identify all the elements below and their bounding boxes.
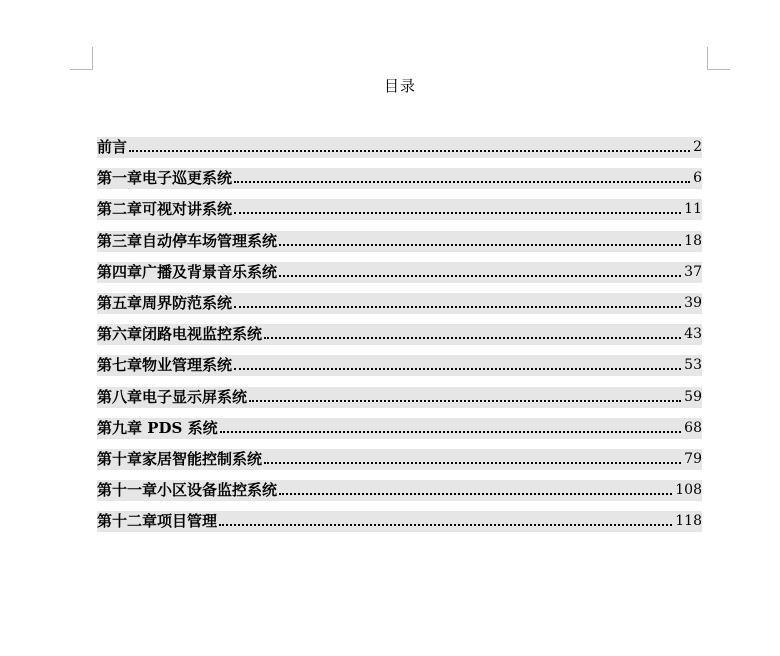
toc-entry-label: 第三章自动停车场管理系统 <box>97 231 278 250</box>
toc-entry-page: 118 <box>675 513 702 530</box>
toc-entry-page: 18 <box>684 232 702 249</box>
toc-dot-leader <box>220 430 682 433</box>
toc-dot-leader <box>279 274 681 277</box>
toc-entry-label: 前言 <box>97 138 128 156</box>
toc-dot-leader <box>279 492 672 495</box>
toc-entry[interactable] <box>97 293 702 314</box>
toc-entry-page: 11 <box>684 201 702 218</box>
toc-entry-page: 6 <box>693 170 702 187</box>
toc-dot-leader <box>234 211 681 214</box>
toc-entry-label: 第十一章小区设备监控系统 <box>97 481 278 500</box>
toc-entry-page: 68 <box>684 419 702 436</box>
toc-entry-page: 53 <box>684 357 702 374</box>
toc-entry[interactable] <box>97 480 702 501</box>
toc-dot-leader <box>264 461 681 464</box>
toc-entry-label: 第二章可视对讲系统 <box>97 200 233 219</box>
toc-entry[interactable] <box>97 418 702 439</box>
toc-title: 目录 <box>383 77 416 95</box>
toc-entry[interactable] <box>97 387 702 408</box>
toc-entry-label: 第九章 PDS 系统 <box>97 418 218 437</box>
toc-entry-page: 39 <box>684 294 702 311</box>
toc-dot-leader <box>234 180 690 183</box>
toc-entry-label: 第十二章项目管理 <box>97 512 218 531</box>
toc-entry-page: 43 <box>684 326 702 343</box>
toc-entry-label: 第十章家居智能控制系统 <box>97 449 263 468</box>
top-left-crop-mark <box>70 47 93 70</box>
table-of-contents <box>97 137 702 542</box>
top-right-crop-mark <box>707 47 730 70</box>
toc-entry-page: 37 <box>684 263 702 280</box>
toc-entry-label: 第四章广播及背景音乐系统 <box>97 262 278 281</box>
toc-entry[interactable] <box>97 449 702 470</box>
toc-dot-leader <box>219 523 672 526</box>
toc-entry[interactable] <box>97 355 702 376</box>
toc-entry-page: 2 <box>693 139 702 155</box>
toc-entry[interactable] <box>97 137 702 158</box>
toc-dot-leader <box>279 243 681 246</box>
toc-entry-page: 108 <box>675 482 702 499</box>
toc-entry-label: 第六章闭路电视监控系统 <box>97 325 263 344</box>
toc-dot-leader <box>234 367 681 370</box>
toc-entry[interactable] <box>97 262 702 283</box>
toc-entry[interactable] <box>97 231 702 252</box>
toc-entry-label: 第七章物业管理系统 <box>97 356 233 375</box>
toc-dot-leader <box>264 336 681 339</box>
toc-entry-label: 第一章电子巡更系统 <box>97 169 233 188</box>
toc-entry-page: 59 <box>684 388 702 405</box>
toc-entry-page: 79 <box>684 450 702 467</box>
toc-dot-leader <box>234 305 681 308</box>
toc-dot-leader <box>129 149 690 152</box>
toc-entry-label: 第五章周界防范系统 <box>97 293 233 312</box>
toc-entry[interactable] <box>97 511 702 532</box>
toc-dot-leader <box>249 399 681 402</box>
toc-entry[interactable] <box>97 199 702 220</box>
toc-entry[interactable] <box>97 324 702 345</box>
toc-entry-label: 第八章电子显示屏系统 <box>97 387 248 406</box>
toc-entry[interactable] <box>97 168 702 189</box>
